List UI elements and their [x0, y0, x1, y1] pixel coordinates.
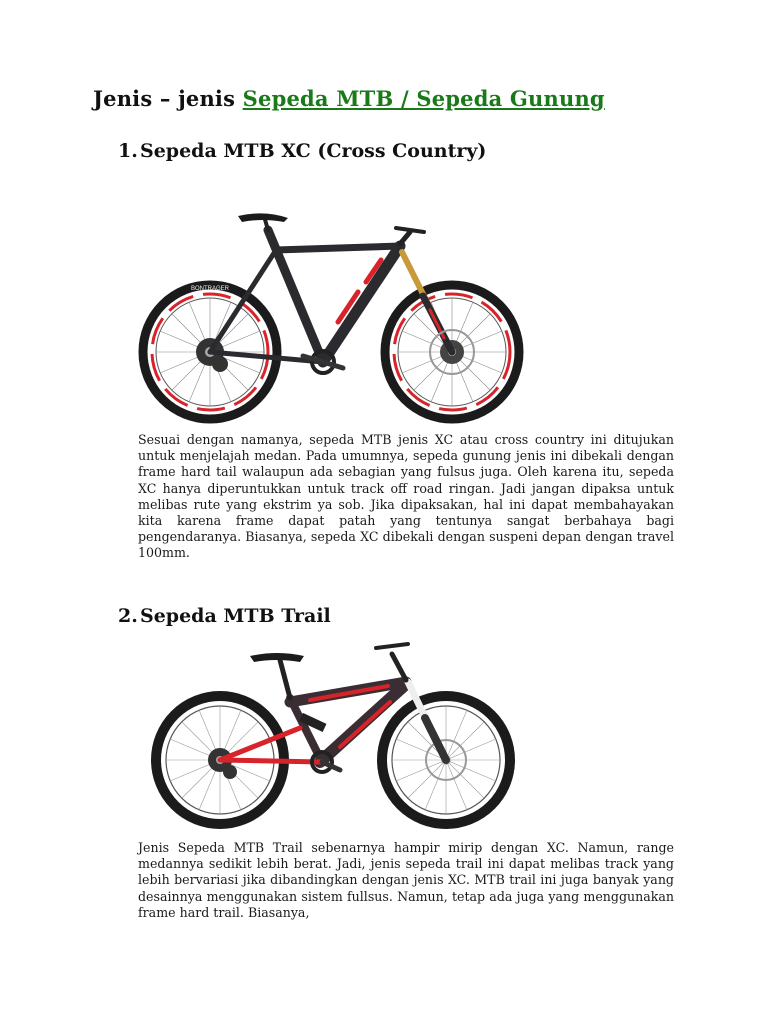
section-heading-xc: [118, 140, 486, 162]
section-title: Sepeda MTB Trail: [140, 605, 331, 627]
title-prefix: Jenis – jenis: [93, 86, 243, 111]
trail-bike-image: [150, 632, 518, 832]
tire-label: BONTRAGER: [190, 286, 230, 292]
page-title: [93, 86, 605, 111]
bike-frame: [210, 213, 474, 374]
xc-bike-image: [138, 212, 530, 424]
section-title: Sepeda MTB XC (Cross Country): [140, 140, 487, 162]
section-paragraph-trail: Jenis Sepeda MTB Trail sebenarnya hampir mirip dengan XC. Namun, range medannya sedikit lebih berat. Jadi, jenis sepeda trail ini dapat melibas track yang lebih bervariasi jika dibandingkan dengan jenis XC. MTB trail ini juga banyak yang desainnya menggunakan sistem fullsus. Namun, tetap ada juga yang menggunakan frame hard trail. Biasanya,: [138, 840, 674, 920]
section-heading-trail: [118, 605, 331, 627]
section-number: 1.: [118, 140, 138, 162]
section-paragraph-xc: Sesuai dengan namanya, sepeda MTB jenis XC atau cross country ini ditujukan untuk menjelajah medan. Pada umumnya, sepeda gunung jenis ini dibekali dengan frame hard tail walaupun ada sebagian yang fulsus juga. Oleh karena itu, sepeda XC hanya diperuntukkan untuk track off road ringan. Jadi jangan dipaksa untuk melibas rute yang ekstrim ya sob. Jika dipaksakan, hal ini dapat membahayakan kita karena frame dapat patah yang tentunya sangat berbahaya bagi pengendaranya. Biasanya, sepeda XC dibekali dengan suspeni depan dengan travel 100mm.: [138, 432, 674, 561]
section-number: 2.: [118, 605, 138, 627]
title-link[interactable]: Sepeda MTB / Sepeda Gunung: [242, 86, 605, 111]
